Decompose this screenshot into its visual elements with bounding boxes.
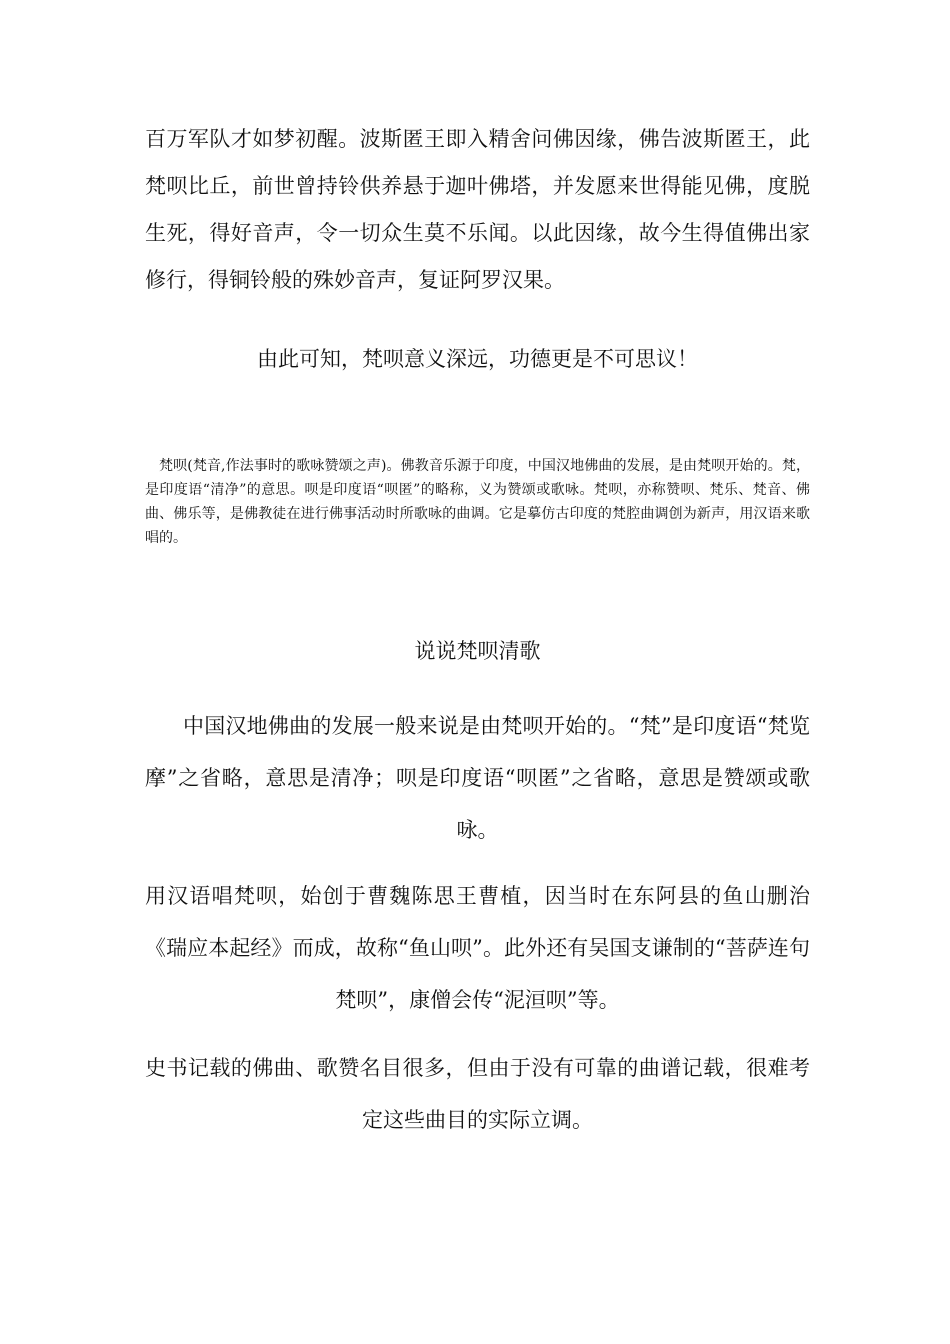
fanbai-definition: 梵呗(梵音,作法事时的歌咏赞颂之声)。佛教音乐源于印度，中国汉地佛曲的发展，是由梵呗开始的。梵，是印度语“清净”的意思。呗是印度语“呗匿”的略称，义为赞颂或歌咏。梵呗，亦称赞呗、梵乐、梵音、佛曲、佛乐等，是佛教徒在进行佛事活动时所歌咏的曲调。它是摹仿古印度的梵腔曲调创为新声，用汉语来歌唱的。 bbox=[145, 458, 810, 546]
paragraph-yushan: 用汉语唱梵呗，始创于曹魏陈思王曹植，因当时在东阿县的鱼山删治《瑞应本起经》而成，故称“鱼山呗”。此外还有吴国支谦制的“菩萨连句梵呗”，康僧会传“泥洹呗”等。 bbox=[145, 884, 810, 1012]
paragraph-fanbai-story: 百万军队才如梦初醒。波斯匿王即入精舍问佛因缘，佛告波斯匿王，此梵呗比丘，前世曾持铃供养悬于迦叶佛塔，并发愿来世得能见佛，度脱生死，得好音声，令一切众生莫不乐闻。以此因缘，故今生得值佛出家修行，得铜铃般的殊妙音声，复证阿罗汉果。 bbox=[145, 127, 810, 292]
paragraph-records: 史书记载的佛曲、歌赞名目很多，但由于没有可靠的曲谱记载，很难考定这些曲目的实际立调。 bbox=[145, 1056, 810, 1132]
conclusion-line: 由此可知，梵呗意义深远，功德更是不可思议！ bbox=[257, 347, 698, 371]
section-title: 说说梵呗清歌 bbox=[414, 639, 541, 663]
paragraph-origin: 中国汉地佛曲的发展一般来说是由梵呗开始的。“梵”是印度语“梵览摩”之省略，意思是清净；呗是印度语“呗匿”之省略，意思是赞颂或歌咏。 bbox=[145, 714, 810, 842]
